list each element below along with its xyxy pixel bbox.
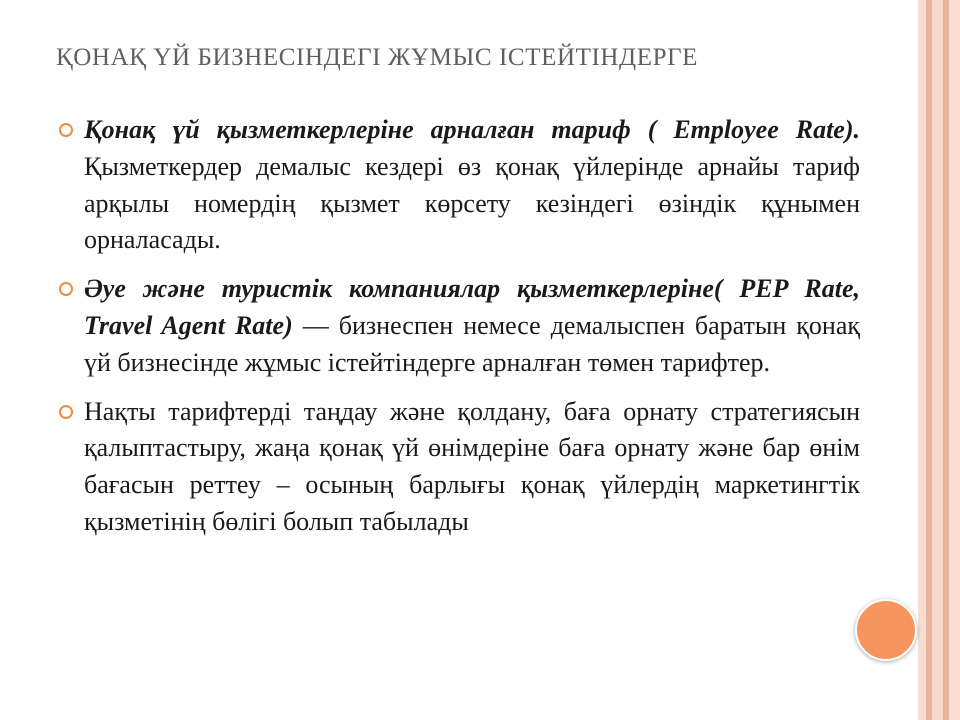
bullet-lead-text: Қонақ үй қызметкерлеріне арналған тариф ( Employee Rate). (84, 115, 860, 144)
bullet-body-text: — бизнеспен немесе демалыспен баратын қонақ үй бизнесінде жұмыс істейтіндерге арналған төмен тарифтер. (84, 310, 860, 377)
bullet-body-text: Нақты тарифтерді таңдау және қолдану, баға орнату стратегиясын қалыптастыру, жаңа қонақ үй өнімдеріне баға орнату және бар өнім бағасын реттеу – осының барлығы қонақ үйлердің маркетингтік қызметінің бөлігі болып табылады (84, 396, 860, 536)
bullet-list (60, 112, 860, 553)
bullet-lead-text: Әуе және туристік компаниялар қызметкерлеріне( PEP Rate, Travel Agent Rate) (84, 274, 860, 340)
ring-bullet-icon (59, 405, 73, 419)
decorative-circle (855, 599, 917, 661)
bullet-body-text: Қызметкердер демалыс кездері өз қонақ үйлерінде арнайы тариф арқылы номердің қызмет көрсету кезіндегі өзіндік құнымен орналасады. (84, 151, 860, 255)
bullet-item (60, 394, 860, 541)
bullet-item (60, 112, 860, 259)
decorative-stripe (932, 0, 943, 720)
decorative-stripe (918, 0, 926, 720)
ring-bullet-icon (59, 123, 73, 137)
slide-title: ҚОНАҚ ҮЙ БИЗНЕСІНДЕГІ ЖҰМЫС ІСТЕЙТІНДЕРГЕ (56, 44, 698, 71)
bullet-item (60, 271, 860, 381)
decorative-stripe (949, 0, 960, 720)
ring-bullet-icon (59, 282, 73, 296)
